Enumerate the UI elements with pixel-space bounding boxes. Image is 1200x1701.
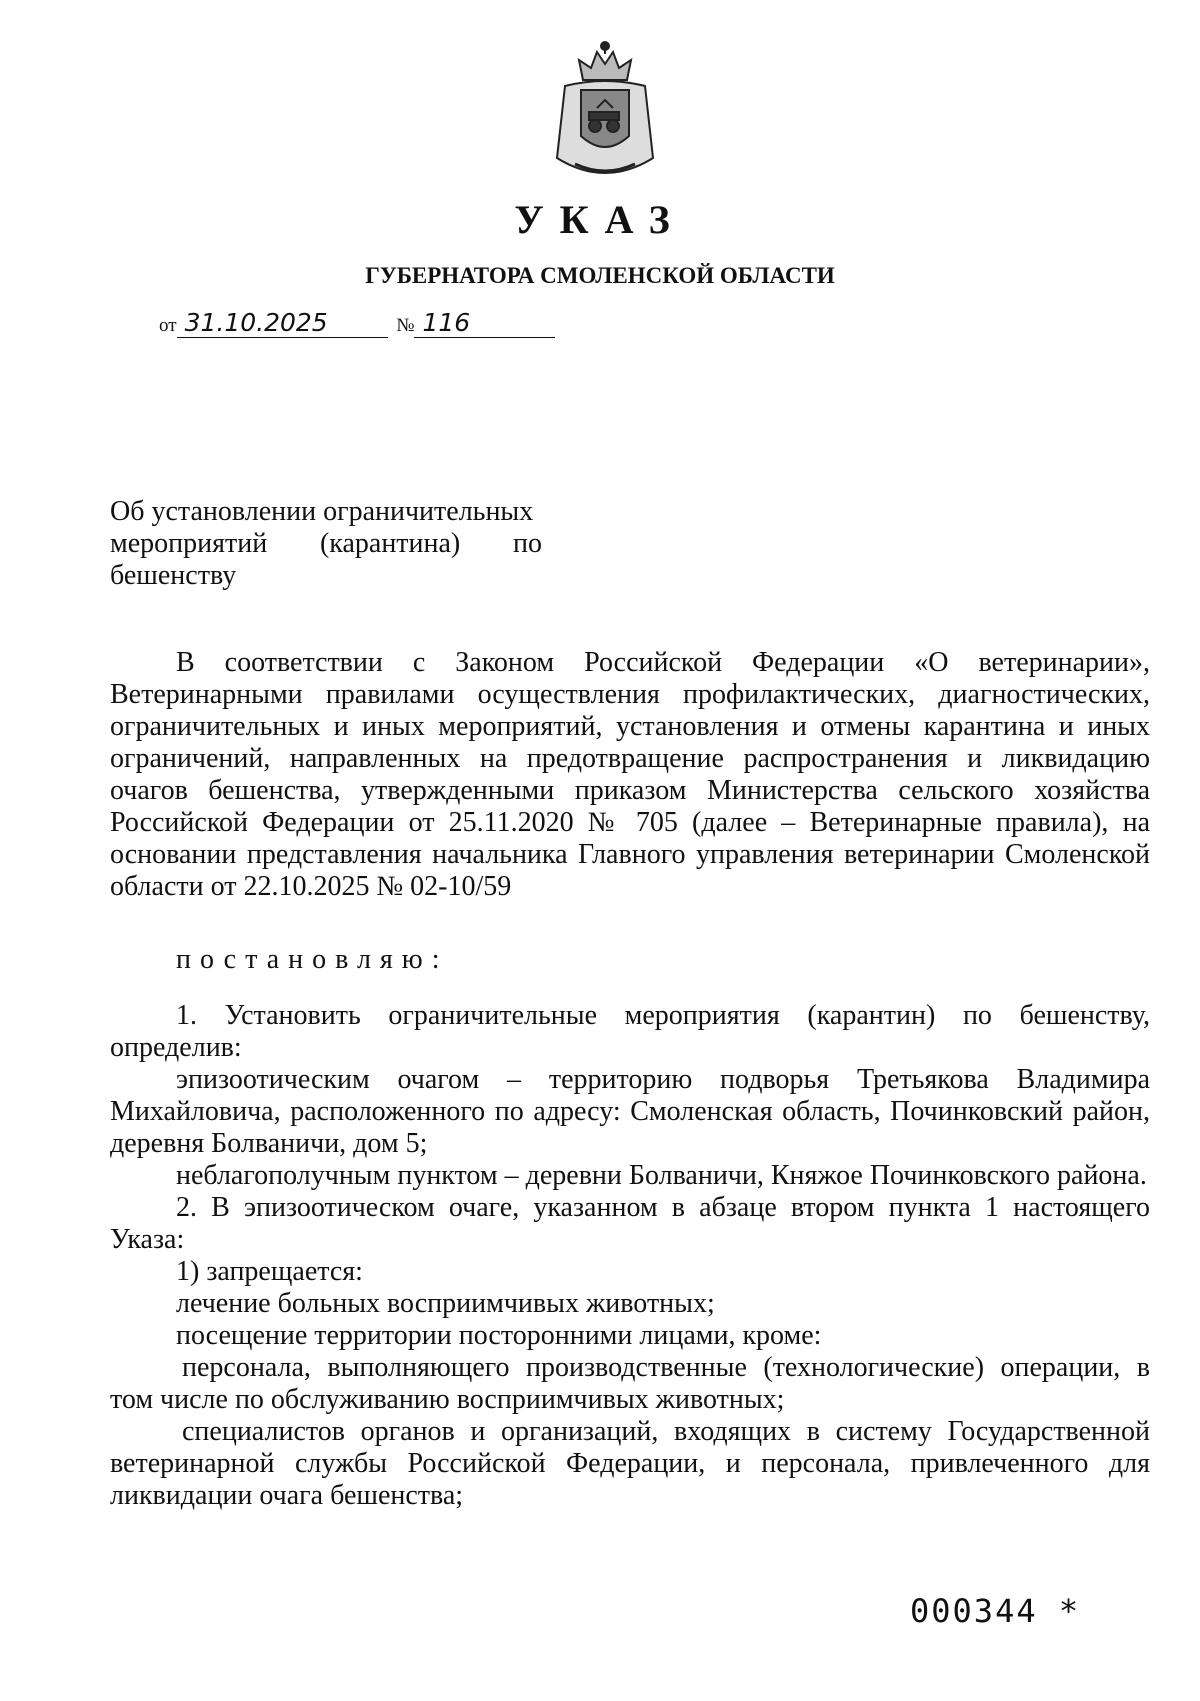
body-paragraph: 2. В эпизоотическом очаге, указанном в абзаце втором пункта 1 настоящего Указа: [110, 1192, 1150, 1255]
subject-line: Об установлении ограничительных [110, 496, 534, 527]
number-label: № [396, 315, 415, 336]
registration-number: 000344 * [910, 1592, 1081, 1630]
subject-line: мероприятий (карантина) по [110, 528, 542, 559]
body-paragraph: специалистов органов и организаций, входящих в систему Государственной ветеринарной службы Российской Федерации, и персонала, привлеченного для ликвидации очага бешенства; [110, 1416, 1150, 1511]
smolensk-coat-of-arms-icon [545, 38, 665, 188]
preamble-paragraph: В соответствии с Законом Российской Федерации «О ветеринарии», Ветеринарными правилами осуществления профилактических, диагностических, ограничительных и иных мероприятий, установления и отмены карантина и иных ограничений, направленных на предотвращение распространения и ликвидацию очагов бешенства, утвержденными приказом Министерства сельского хозяйства Российской Федерации от 25.11.2020 № 705 (далее – Ветеринарные правила), на основании представления начальника Главного управления ветеринарии Смоленской области от 22.10.2025 № 02-10/59 [110, 647, 1150, 902]
body-paragraph: персонала, выполняющего производственные (технологические) операции, в том числе по обслуживанию восприимчивых животных; [110, 1352, 1150, 1415]
date-label: от [159, 315, 177, 336]
document-subtitle: ГУБЕРНАТОРА СМОЛЕНСКОЙ ОБЛАСТИ [365, 263, 835, 288]
decree-word: постановляю: [176, 944, 449, 975]
body-paragraph: неблагополучным пунктом – деревни Болваничи, Княжое Починковского района. [176, 1160, 1147, 1191]
document-body [110, 1000, 1150, 1512]
number-value: 116 [414, 308, 555, 338]
body-paragraph: эпизоотическим очагом – территорию подворья Третьякова Владимира Михайловича, расположенного по адресу: Смоленская область, Починковский район, деревня Болваничи, дом 5; [110, 1064, 1150, 1159]
body-paragraph: 1) запрещается: [176, 1256, 363, 1287]
document-title: УКАЗ [514, 197, 686, 242]
document-subject [110, 496, 542, 592]
subject-line: бешенству [110, 560, 237, 591]
date-value: 31.10.2025 [177, 308, 388, 338]
date-number-line [159, 308, 555, 338]
body-paragraph: лечение больных восприимчивых животных; [176, 1288, 715, 1319]
body-paragraph: посещение территории посторонними лицами, кроме: [176, 1320, 822, 1351]
body-paragraph: 1. Установить ограничительные мероприятия (карантин) по бешенству, определив: [110, 1000, 1150, 1063]
preamble [110, 647, 1150, 903]
